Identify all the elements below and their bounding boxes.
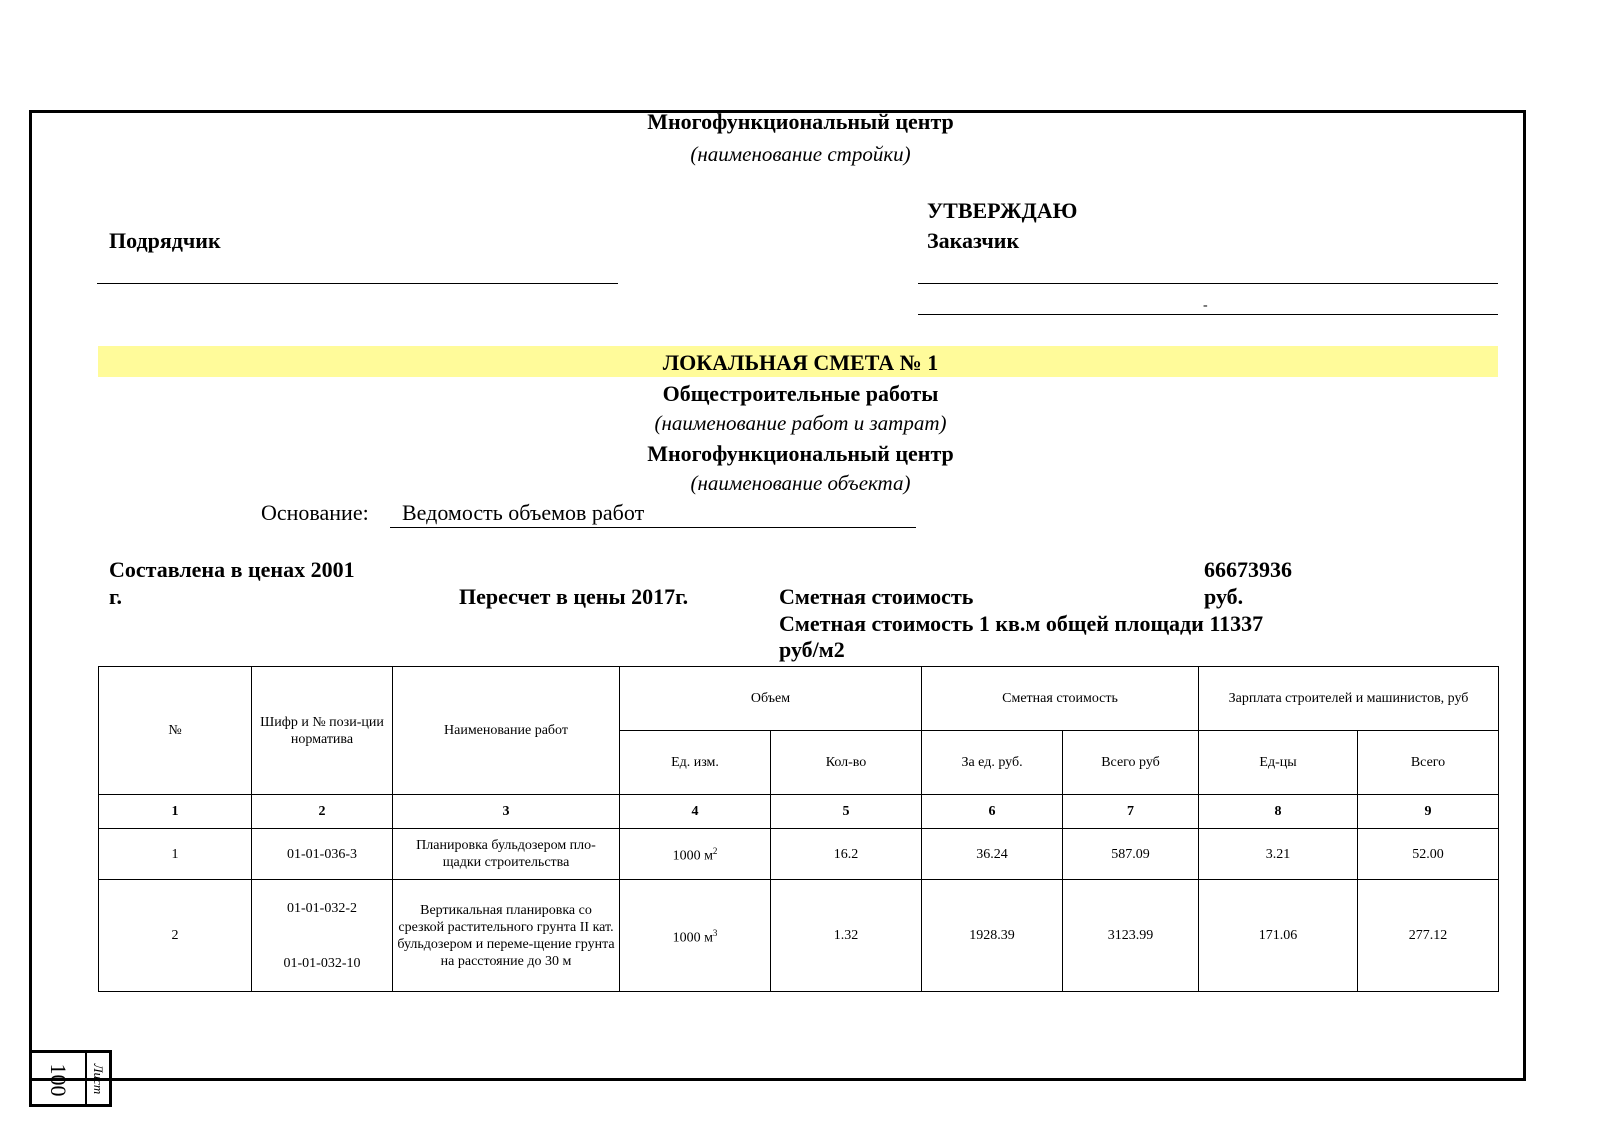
work-caption: (наименование работ и затрат) — [654, 411, 947, 435]
compiled-prices-line1: Составлена в ценах 2001 — [109, 557, 355, 582]
row-unit: 1000 $м^2$ — [620, 829, 771, 880]
col-number: 1 — [99, 795, 252, 829]
sheet-number-cell — [32, 1053, 87, 1104]
header-total: Всего руб — [1063, 731, 1199, 795]
cost-label: Сметная стоимость — [779, 584, 974, 609]
header-cost: Сметная стоимость — [922, 667, 1199, 731]
row-code-2: 01-01-032-10 — [283, 955, 361, 971]
compiled-prices-line2: г. — [109, 584, 123, 609]
row-salary-units: 3.21 — [1199, 829, 1358, 880]
customer-label: Заказчик — [927, 228, 1020, 253]
object-caption: (наименование объекта) — [690, 471, 911, 495]
header-qty: Кол-во — [771, 731, 922, 795]
row-code: 01-01-036-3 — [252, 829, 393, 880]
header-salary-units: Ед-цы — [1199, 731, 1358, 795]
per-sqm-line2: руб/м2 — [779, 637, 845, 662]
sheet-number: 100 — [46, 1063, 71, 1097]
contractor-signature-line — [97, 283, 618, 284]
row-name: Планировка бульдозером пло-щадки строительства — [393, 829, 620, 880]
col-number: 4 — [620, 795, 771, 829]
row-qty: 16.2 — [771, 829, 922, 880]
row-total: 587.09 — [1063, 829, 1199, 880]
customer-date-line — [918, 314, 1498, 315]
row-total: 3123.99 — [1063, 880, 1199, 992]
cost-unit: руб. — [1204, 584, 1244, 609]
header-salary-total: Всего — [1358, 731, 1499, 795]
row-qty: 1.32 — [771, 880, 922, 992]
basis-value: Ведомость объемов работ — [390, 500, 916, 528]
per-sqm-line1: Сметная стоимость 1 кв.м общей площади 11337 — [779, 611, 1264, 636]
col-number: 2 — [252, 795, 393, 829]
sheet-stamp — [29, 1050, 112, 1107]
col-number: 6 — [922, 795, 1063, 829]
row-per-unit: 36.24 — [922, 829, 1063, 880]
table-row — [99, 829, 1499, 880]
header-code: Шифр и № пози-ции норматива — [252, 667, 393, 795]
row-per-unit: 1928.39 — [922, 880, 1063, 992]
header-name: Наименование работ — [393, 667, 620, 795]
cost-value: 66673936 — [1204, 557, 1292, 582]
approve-label: УТВЕРЖДАЮ — [927, 198, 1078, 223]
table-row — [99, 880, 1499, 992]
object-name: Многофункциональный центр — [647, 441, 954, 466]
date-dash: - — [1203, 298, 1208, 313]
header-unit: Ед. изм. — [620, 731, 771, 795]
recalc-prices: Пересчет в цены 2017г. — [459, 584, 689, 609]
col-number: 5 — [771, 795, 922, 829]
col-number: 9 — [1358, 795, 1499, 829]
column-numbers-row — [99, 795, 1499, 829]
construction-caption: (наименование стройки) — [690, 142, 911, 166]
row-salary-units: 171.06 — [1199, 880, 1358, 992]
col-number: 8 — [1199, 795, 1358, 829]
col-number: 7 — [1063, 795, 1199, 829]
work-type: Общестроительные работы — [662, 381, 939, 406]
col-number: 3 — [393, 795, 620, 829]
row-salary-total: 52.00 — [1358, 829, 1499, 880]
row-name: Вертикальная планировка со срезкой растительного грунта II кат. бульдозером и переме-щение грунта на расстояние до 30 м — [393, 880, 620, 992]
row-code — [252, 880, 393, 992]
header-salary: Зарплата строителей и машинистов, руб — [1199, 667, 1499, 731]
row-salary-total: 277.12 — [1358, 880, 1499, 992]
construction-name: Многофункциональный центр — [647, 109, 954, 134]
header-no: № — [99, 667, 252, 795]
row-unit: 1000 $м^3$ — [620, 880, 771, 992]
header-per-unit: За ед. руб. — [922, 731, 1063, 795]
sheet-label: Лист — [91, 1063, 106, 1095]
basis-label: Основание: — [261, 500, 369, 525]
row-no: 2 — [99, 880, 252, 992]
estimate-table — [98, 666, 1499, 992]
row-code-1: 01-01-032-2 — [287, 900, 357, 916]
row-no: 1 — [99, 829, 252, 880]
customer-signature-line — [918, 283, 1498, 284]
estimate-title: ЛОКАЛЬНАЯ СМЕТА № 1 — [662, 350, 939, 375]
header-volume: Объем — [620, 667, 922, 731]
contractor-label: Подрядчик — [109, 228, 221, 253]
